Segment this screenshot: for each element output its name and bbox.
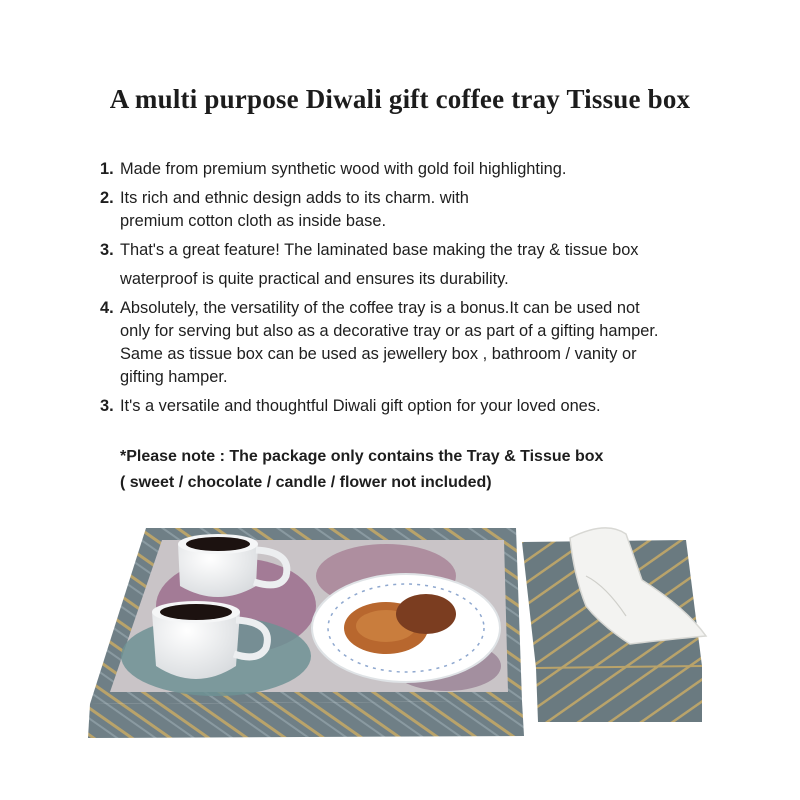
- list-item: [100, 395, 740, 418]
- list-item-text: waterproof is quite practical and ensures its durability.: [120, 270, 509, 288]
- list-item: [100, 158, 740, 181]
- product-photo: [86, 516, 716, 748]
- list-item-text: That's a great feature! The laminated base making the tray & tissue box: [120, 241, 639, 259]
- list-item-text: Made from premium synthetic wood with gold foil highlighting.: [120, 160, 567, 178]
- list-item-number: 3.: [100, 241, 114, 259]
- list-item-text: It's a versatile and thoughtful Diwali gift option for your loved ones.: [120, 397, 601, 415]
- list-item-text: gifting hamper.: [120, 368, 228, 386]
- list-item-text: only for serving but also as a decorative tray or as part of a gifting hamper.: [120, 322, 659, 340]
- note-line: ( sweet / chocolate / candle / flower not included): [120, 474, 492, 491]
- serving-plate: [312, 574, 500, 682]
- list-item-text: premium cotton cloth as inside base.: [120, 212, 387, 230]
- list-item-text: Its rich and ethnic design adds to its charm. with: [120, 189, 469, 207]
- package-note: [120, 444, 603, 496]
- note-line: *Please note : The package only contains the Tray & Tissue box: [120, 448, 604, 465]
- tissue-box: [522, 528, 706, 722]
- feature-list: [100, 158, 740, 424]
- list-item-text: Absolutely, the versatility of the coffee tray is a bonus.It can be used not: [120, 299, 640, 317]
- list-item-number: 1.: [100, 160, 114, 178]
- list-item: [100, 297, 740, 389]
- page-title: A multi purpose Diwali gift coffee tray Tissue box: [109, 84, 691, 114]
- list-item-text: Same as tissue box can be used as jewellery box , bathroom / vanity or: [120, 345, 637, 363]
- list-item: [100, 187, 740, 233]
- list-item-number: 3.: [100, 397, 114, 415]
- list-item: [100, 239, 740, 291]
- list-item-number: 4.: [100, 299, 114, 317]
- list-item-number: 2.: [100, 189, 114, 207]
